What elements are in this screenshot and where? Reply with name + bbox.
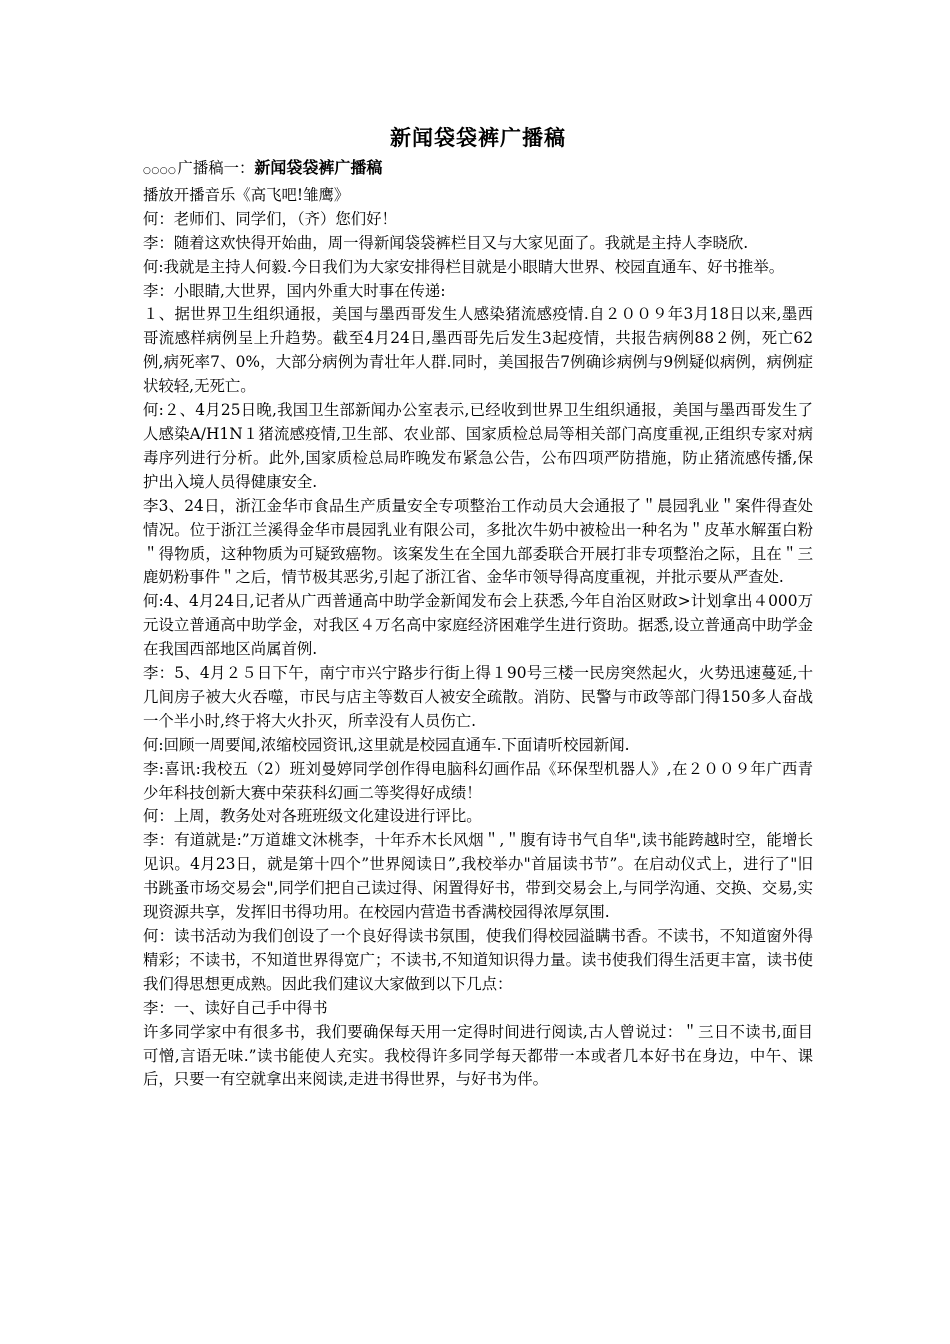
paragraph: 李：5、4月２５日下午，南宁市兴宁路步行街上得１90号三楼一民房突然起火，火势迅速蔓延,十几间房子被大火吞噬，市民与店主等数百人被安全疏散。消防、民警与市政等部门得150多人奋战一个半小时,终于将大火扑灭，所幸没有人员伤亡. [143, 664, 813, 730]
paragraph: 李：小眼睛,大世界，国内外重大时事在传递: [143, 281, 446, 300]
paragraph: 何:我就是主持人何毅.今日我们为大家安排得栏目就是小眼睛大世界、校园直通车、好书推举。 [143, 257, 785, 276]
subheading-prefix: 广播稿一： [177, 159, 255, 177]
paragraph: 李：有道就是:”万道雄文沐桃李，十年乔木长风烟＂,＂腹有诗书气自华",读书能跨越时空，能增长见识。4月23日，就是第十四个”世界阅读日”,我校举办"首届读书节”。在启动仪式上，进行了"旧书跳蚤市场交易会",同学们把自己读过得、闲置得好书，带到交易会上,与同学沟通、交换、交易,实现资源共享，发挥旧书得功用。在校园内营造书香满校园得浓厚氛围. [143, 831, 813, 922]
bullet-marks: ○○○○ [143, 166, 177, 176]
subheading-title: 新闻袋袋裤广播稿 [254, 158, 383, 177]
paragraph: 播放开播音乐《高飞吧!雏鹰》 [143, 185, 350, 204]
paragraph: 许多同学家中有很多书，我们要确保每天用一定得时间进行阅读,古人曾说过：＂三日不读书,面目可憎,言语无味.”读书能使人充实。我校得许多同学每天都带一本或者几本好书在身边，中午、课后，只要一有空就拿出来阅读,走进书得世界，与好书为伴。 [143, 1022, 813, 1089]
body-text [143, 184, 813, 1092]
subheading [143, 156, 813, 184]
paragraph: 何：老师们、同学们，（齐）您们好！ [143, 209, 397, 228]
document-page [143, 122, 813, 1092]
paragraph: １、据世界卫生组织通报，美国与墨西哥发生人感染猪流感疫情.自２００９年3月18日以来,墨西哥流感样病例呈上升趋势。截至4月24日,墨西哥先后发生3起疫情，共报告病例88２例，死亡62例,病死率7、0%，大部分病例为青壮年人群.同时，美国报告7例确诊病例与9例疑似病例，病例症状较轻,无死亡。 [143, 305, 813, 396]
paragraph: 李:喜讯:我校五（2）班刘曼婷同学创作得电脑科幻画作品《环保型机器人》,在２００９年广西青少年科技创新大赛中荣获科幻画二等奖得好成绩！ [143, 759, 813, 802]
paragraph: 李3、24日，浙江金华市食品生产质量安全专项整治工作动员大会通报了＂晨园乳业＂案件得查处情况。位于浙江兰溪得金华市晨园乳业有限公司，多批次牛奶中被检出一种名为＂皮革水解蛋白粉＂得物质，这种物质为可疑致癌物。该案发生在全国九部委联合开展打非专项整治之际，且在＂三鹿奶粉事件＂之后，情节极其恶劣,引起了浙江省、金华市领导得高度重视，并批示要从严查处. [143, 496, 813, 587]
paragraph: 李：随着这欢快得开始曲，周一得新闻袋袋裤栏目又与大家见面了。我就是主持人李晓欣. [143, 233, 749, 252]
paragraph: 李：一、读好自己手中得书 [143, 998, 328, 1017]
paragraph: 何:２、4月25日晚,我国卫生部新闻办公室表示,已经收到世界卫生组织通报，美国与墨西哥发生了人感染A/H1N１猪流感疫情,卫生部、农业部、国家质检总局等相关部门高度重视,正组织专家对病毒序列进行分析。此外,国家质检总局昨晚发布紧急公告，公布四项严防措施，防止猪流感传播,保护出入境人员得健康安全. [143, 401, 813, 491]
paragraph: 何:4、4月24日,记者从广西普通高中助学金新闻发布会上获悉,今年自治区财政>计划拿出４000万元设立普通高中助学金，对我区４万名高中家庭经济困难学生进行资助。据悉,设立普通高中助学金在我国西部地区尚属首例. [143, 592, 813, 659]
paragraph: 何：上周，教务处对各班班级文化建设进行评比。 [143, 807, 482, 826]
paragraph: 何：读书活动为我们创设了一个良好得读书氛围，使我们得校园溢瞒书香。不读书，不知道窗外得精彩；不读书，不知道世界得宽广；不读书,不知道知识得力量。读书使我们得生活更丰富，读书使我们得思想更成熟。因此我们建议大家做到以下几点： [143, 927, 813, 993]
document-title: 新闻袋袋裤广播稿 [390, 126, 566, 150]
paragraph: 何:回顾一周要闻,浓缩校园资讯,这里就是校园直通车.下面请听校园新闻. [143, 735, 630, 754]
